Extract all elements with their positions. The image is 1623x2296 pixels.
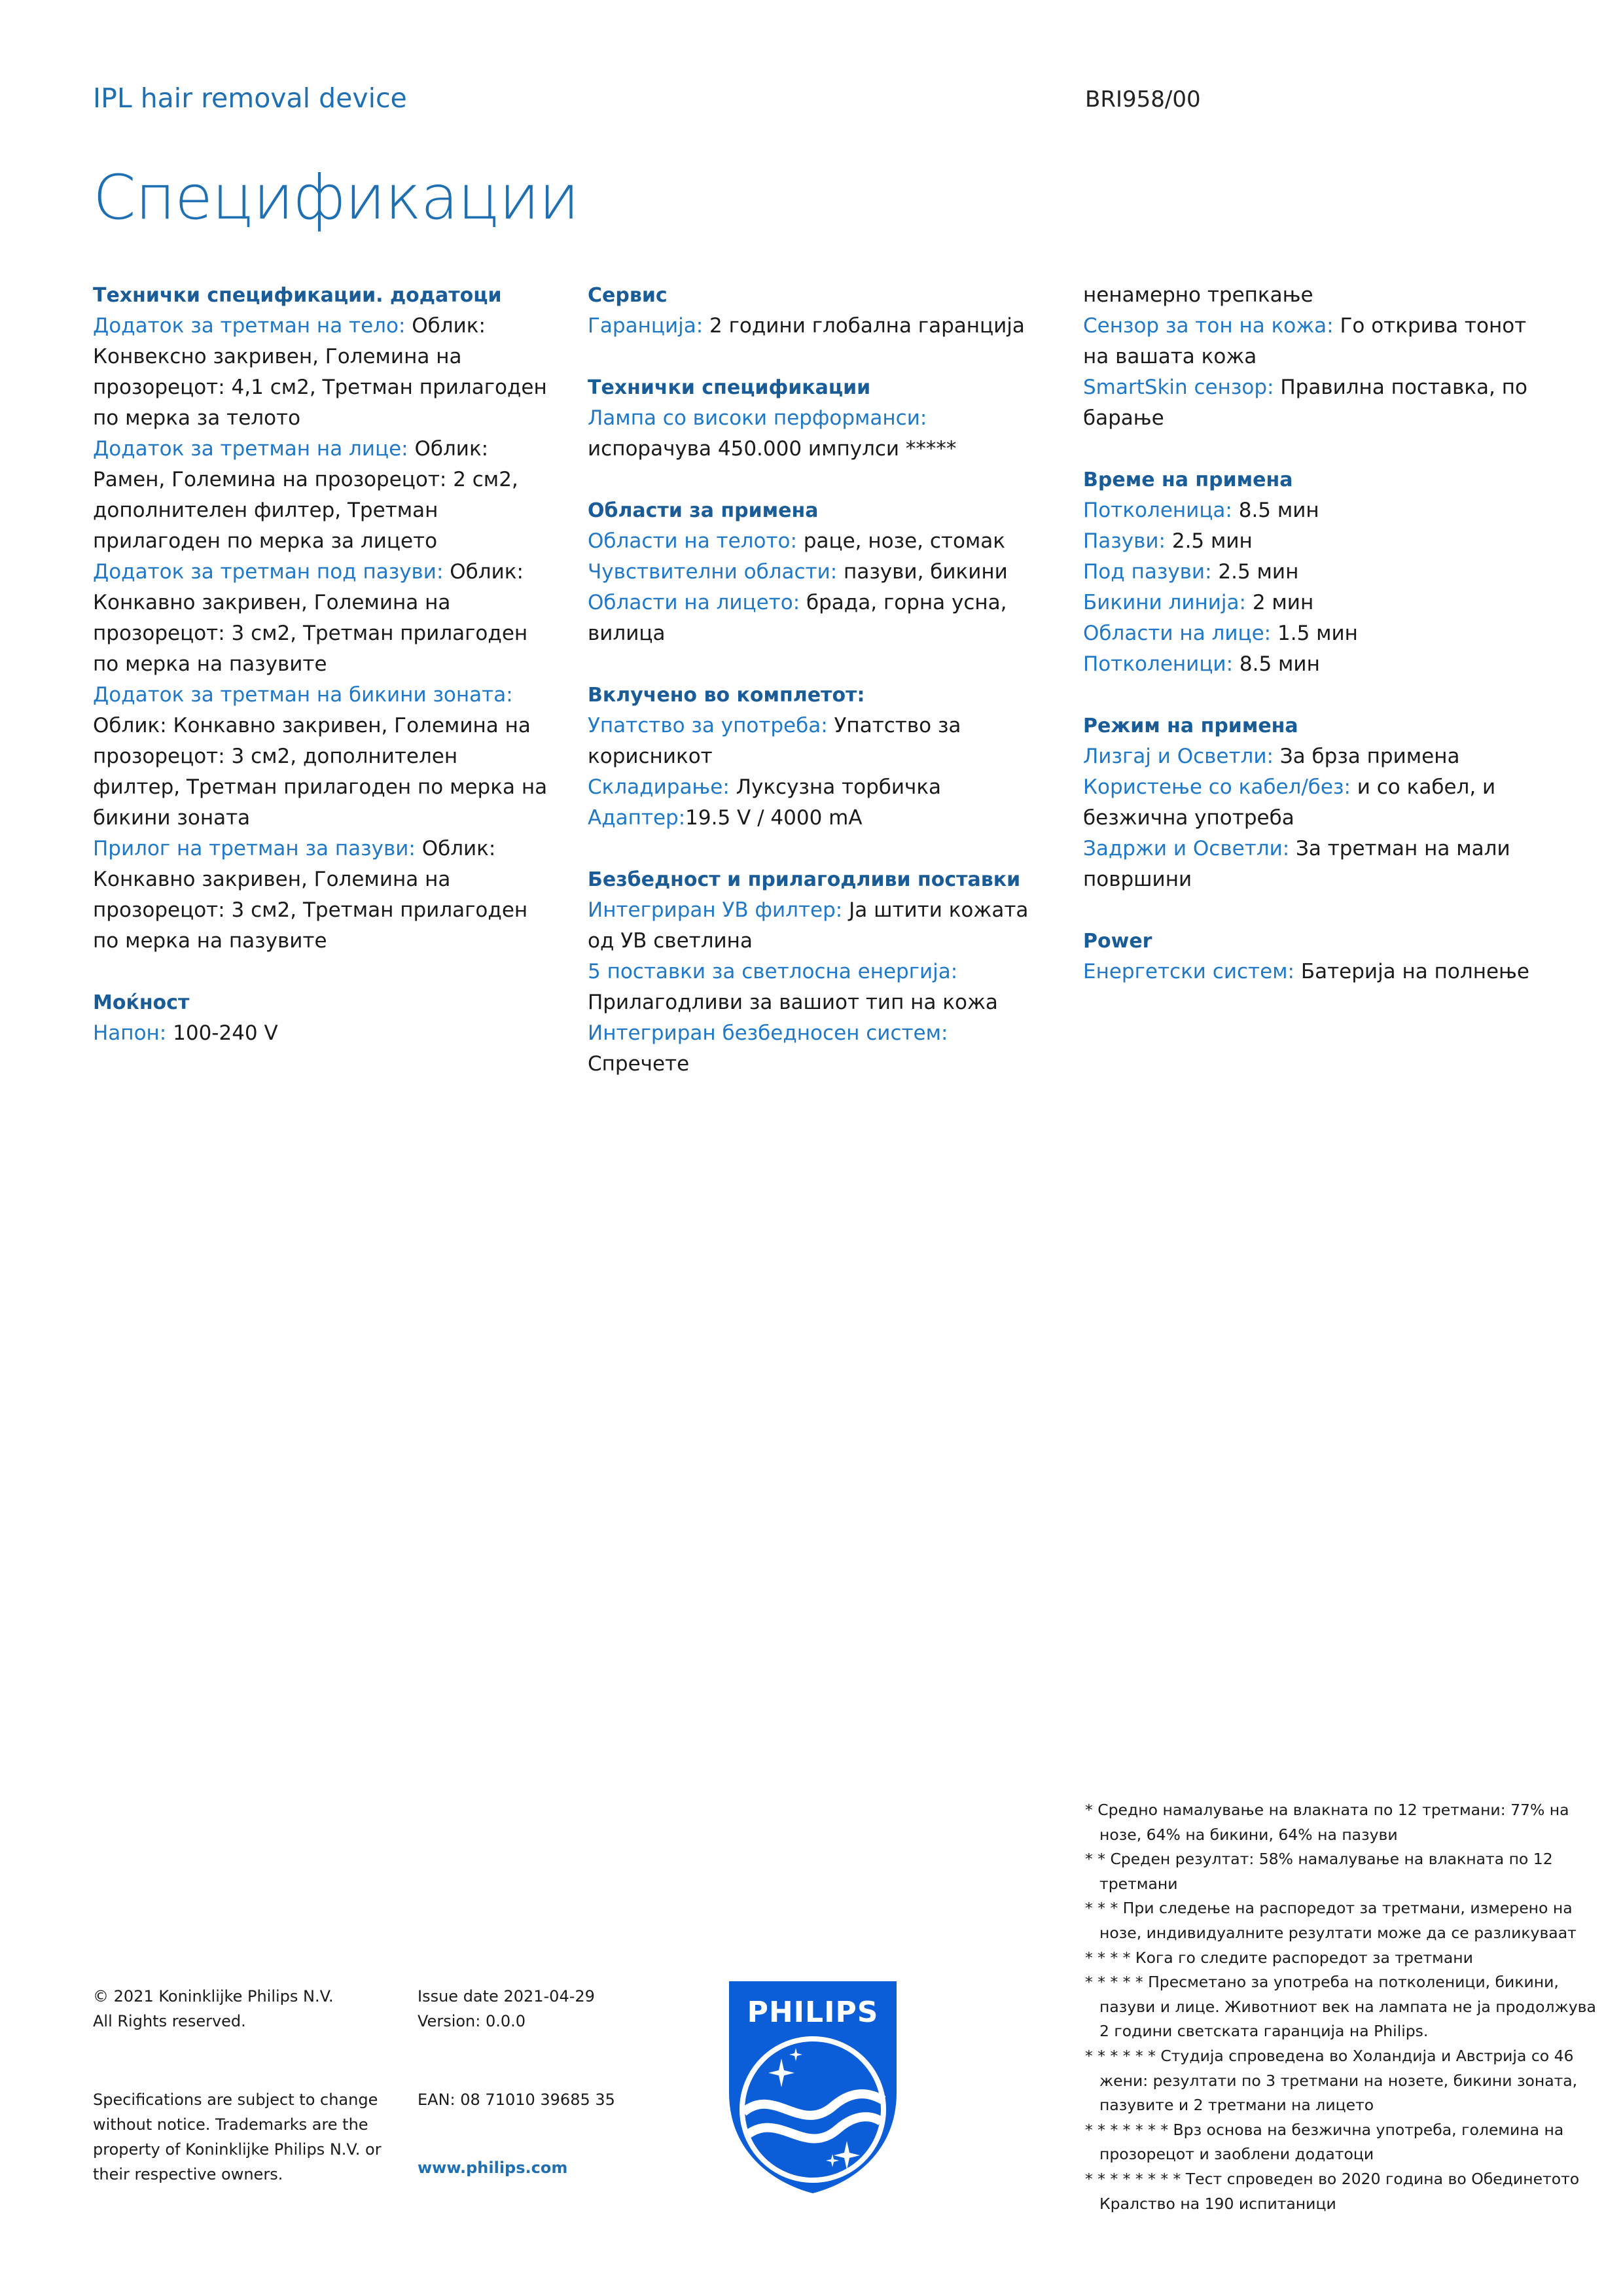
- spec-item: [1083, 741, 1541, 772]
- footnote: * * Среден резултат: 58% намалување на влакната по 12 третмани: [1085, 1850, 1553, 1893]
- spec-item: [1083, 311, 1541, 372]
- spec-item: [588, 711, 1046, 772]
- spec-item: [588, 403, 1046, 465]
- disclaimer-text: Specifications are subject to change without notice. Trademarks are the property of Koninklijke Philips N.V. or their respective owners.: [93, 2091, 382, 2183]
- spec-label: Енергетски систем:: [1083, 960, 1294, 983]
- spec-item: [1083, 957, 1541, 987]
- spec-column-2: [588, 280, 1046, 1110]
- spec-value: Облик: Конвексно закривен, Големина на прозорецот: 4,1 см2, Третман прилагоден по мерка за телото: [93, 314, 547, 430]
- spec-item: [93, 434, 551, 557]
- issue-date: Issue date 2021-04-29: [418, 1987, 595, 2005]
- spec-section: [93, 280, 551, 957]
- spec-value: Ја штити кожата од УВ светлина: [588, 898, 1029, 953]
- spec-label: Лизгај и Осветли:: [1083, 745, 1274, 768]
- footnote: * * * * * Пресметано за употреба на потколеници, бикини, пазуви и лице. Животниот век на лампата не ја продолжува 2 години светската гаранција на Philips.: [1085, 1973, 1596, 2041]
- section-title: Вклучено во комплетот:: [588, 684, 865, 707]
- spec-value: 2.5 мин: [1211, 560, 1299, 584]
- footnote: * Средно намалување на влакната по 12 третмани: 77% на нозе, 64% на бикини, 64% на пазуви: [1085, 1801, 1569, 1844]
- spec-item: [588, 557, 1046, 588]
- product-name: IPL hair removal device: [93, 82, 407, 114]
- spec-section: [588, 280, 1046, 342]
- spec-value: 1.5 мин: [1271, 622, 1358, 645]
- spec-value: Облик: Конкавно закривен, Големина на прозорецот: 3 см2, дополнителен филтер, Третман прилагоден по мерка на бикини зоната: [93, 714, 548, 830]
- spec-label: Сензор за тон на кожа:: [1083, 314, 1334, 338]
- spec-value: и со кабел, и безжична употреба: [1083, 775, 1496, 830]
- spec-value: Облик: Рамен, Големина на прозорецот: 2 см2, дополнителен филтер, Третман прилагоден по мерка за лицето: [93, 437, 518, 553]
- spec-label: Чувствителни области:: [588, 560, 838, 584]
- spec-value: пазуви, бикини: [837, 560, 1008, 584]
- spec-value: раце, нозе, стомак: [796, 529, 1006, 553]
- spec-section: [1083, 926, 1541, 987]
- spec-item: [1083, 372, 1541, 434]
- spec-item: [588, 1018, 1046, 1080]
- spec-item: [588, 895, 1046, 957]
- spec-value: Прилагодливи за вашиот тип на кожа: [588, 991, 998, 1014]
- section-title: Области за примена: [588, 499, 819, 522]
- issue-block: [418, 1984, 633, 2034]
- spec-item: [93, 311, 551, 434]
- spec-item: [1083, 772, 1541, 834]
- spec-item: [93, 1018, 551, 1049]
- spec-item: [588, 311, 1046, 342]
- spec-label: Области на лицето:: [588, 591, 800, 614]
- rights-text: All Rights reserved.: [93, 2012, 246, 2030]
- spec-value: Спречете: [588, 1052, 690, 1076]
- section-title: Моќност: [93, 991, 190, 1014]
- spec-label: Додаток за третман под пазуви:: [93, 560, 444, 584]
- spec-value: 100-240 V: [166, 1021, 278, 1045]
- spec-label: Пазуви:: [1083, 529, 1166, 553]
- spec-label: SmartSkin сензор:: [1083, 376, 1274, 399]
- spec-value: 2.5 мин: [1166, 529, 1253, 553]
- spec-label: Области на лице:: [1083, 622, 1272, 645]
- logo-wordmark: PHILIPS: [747, 1996, 879, 2029]
- spec-item: [1083, 526, 1541, 557]
- spec-label: Упатство за употреба:: [588, 714, 828, 737]
- philips-shield-logo: [729, 1981, 897, 2193]
- footnotes: [1085, 1798, 1609, 2216]
- spec-label: Лампа со високи перформанси:: [588, 406, 927, 430]
- spec-label: Прилог на третман за пазуви:: [93, 837, 416, 860]
- spec-label: Задржи и Осветли:: [1083, 837, 1290, 860]
- spec-section: [1083, 711, 1541, 895]
- version-text: Version: 0.0.0: [418, 2012, 526, 2030]
- ean-code: EAN: 08 71010 39685 35: [418, 2091, 615, 2109]
- spec-value: 2 мин: [1245, 591, 1314, 614]
- section-title: Сервис: [588, 284, 668, 307]
- spec-item: [1083, 495, 1541, 526]
- spec-item: [93, 680, 551, 834]
- spec-label: Интегриран безбедносен систем:: [588, 1021, 948, 1045]
- spec-section: [93, 987, 551, 1049]
- spec-value: Батерија на полнење: [1294, 960, 1529, 983]
- spec-section: [588, 495, 1046, 649]
- section-title: Време на примена: [1083, 468, 1293, 491]
- spec-item: [588, 772, 1046, 803]
- spec-item: [588, 803, 1046, 834]
- footnote: * * * * * * * Врз основа на безжична употреба, големина на прозорецот и заоблени додатоци: [1085, 2120, 1564, 2164]
- spec-item: [93, 557, 551, 680]
- spec-value: Луксузна торбичка: [729, 775, 942, 799]
- section-title: Технички спецификации. додатоци: [93, 284, 502, 307]
- spec-value: брада, горна усна, вилица: [588, 591, 1007, 645]
- spec-item: [1083, 588, 1541, 618]
- page-title: Спецификации: [93, 162, 579, 234]
- spec-value: За третман на мали површини: [1083, 837, 1510, 891]
- spec-label: Користење со кабел/без:: [1083, 775, 1351, 799]
- spec-item: [1083, 618, 1541, 649]
- section-title: Технички спецификации: [588, 376, 871, 399]
- spec-value: ненамерно трепкање: [1083, 283, 1313, 307]
- spec-label: Потколеници:: [1083, 652, 1234, 676]
- spec-label: Додаток за третман на лице:: [93, 437, 408, 461]
- spec-label: Напон:: [93, 1021, 167, 1045]
- section-title: Безбедност и прилагодливи поставки: [588, 868, 1021, 891]
- spec-value: испорачува 450.000 импулси *****: [588, 437, 957, 461]
- spec-item: [1083, 649, 1541, 680]
- website-link[interactable]: www.philips.com: [418, 2159, 568, 2177]
- spec-label: 5 поставки за светлосна енергија:: [588, 960, 958, 983]
- spec-label: Потколеница:: [1083, 499, 1232, 522]
- spec-item: [1083, 280, 1541, 311]
- spec-label: Гаранција:: [588, 314, 704, 338]
- spec-item: [93, 834, 551, 957]
- spec-value: 8.5 мин: [1233, 652, 1320, 676]
- spec-value: 19.5 V / 4000 mA: [685, 806, 863, 830]
- spec-item: [1083, 557, 1541, 588]
- spec-value: Облик: Конкавно закривен, Големина на прозорецот: 3 см2, Третман прилагоден по мерка на пазувите: [93, 837, 528, 953]
- spec-item: [588, 588, 1046, 649]
- spec-label: Области на телото:: [588, 529, 797, 553]
- spec-section: [588, 372, 1046, 465]
- footnote: * * * При следење на распоредот за третмани, измерено на нозе, индивидуалните резултати може да се разликуваат: [1085, 1899, 1577, 1942]
- footnote: * * * * * * Студија спроведена во Холандија и Австрија со 46 жени: резултати по 3 третмани на нозете, бикини зоната, пазувите и 2 третмани на лицето: [1085, 2046, 1578, 2115]
- spec-label: Складирање:: [588, 775, 730, 799]
- spec-value: Го открива тонот на вашата кожа: [1083, 314, 1527, 368]
- spec-section: [588, 680, 1046, 834]
- spec-value: Упатство за корисникот: [588, 714, 961, 768]
- spec-label: Додаток за третман на бикини зоната:: [93, 683, 513, 707]
- spec-value: 2 години глобална гаранција: [703, 314, 1025, 338]
- spec-value: Облик: Конкавно закривен, Големина на прозорецот: 3 см2, Третман прилагоден по мерка на пазувите: [93, 560, 528, 676]
- spec-value: Правилна поставка, по барање: [1083, 376, 1527, 430]
- spec-label: Под пазуви:: [1083, 560, 1212, 584]
- copyright-block: [93, 1984, 368, 2034]
- section-title: Режим на примена: [1083, 715, 1298, 737]
- spec-column-3: [1083, 280, 1541, 1018]
- spec-column-1: [93, 280, 551, 1080]
- spec-value: 8.5 мин: [1232, 499, 1319, 522]
- model-number: BRI958/00: [1085, 86, 1201, 113]
- spec-label: Адаптер:: [588, 806, 686, 830]
- spec-label: Интегриран УВ филтер:: [588, 898, 843, 922]
- spec-value: За брза примена: [1273, 745, 1460, 768]
- footnote: * * * * * * * * Тест спроведен во 2020 година во Обединетото Кралство на 190 испитаници: [1085, 2169, 1580, 2213]
- spec-label: Бикини линија:: [1083, 591, 1246, 614]
- spec-item: [1083, 834, 1541, 895]
- spec-item: [588, 957, 1046, 1018]
- spec-section: [588, 864, 1046, 1080]
- spec-label: Додаток за третман на тело:: [93, 314, 406, 338]
- copyright-text: © 2021 Koninklijke Philips N.V.: [93, 1987, 334, 2005]
- spec-section: [1083, 465, 1541, 680]
- footnote: * * * * Кога го следите распоредот за третмани: [1085, 1948, 1473, 1967]
- spec-section: [1083, 280, 1541, 434]
- spec-item: [588, 526, 1046, 557]
- section-title: Power: [1083, 930, 1152, 953]
